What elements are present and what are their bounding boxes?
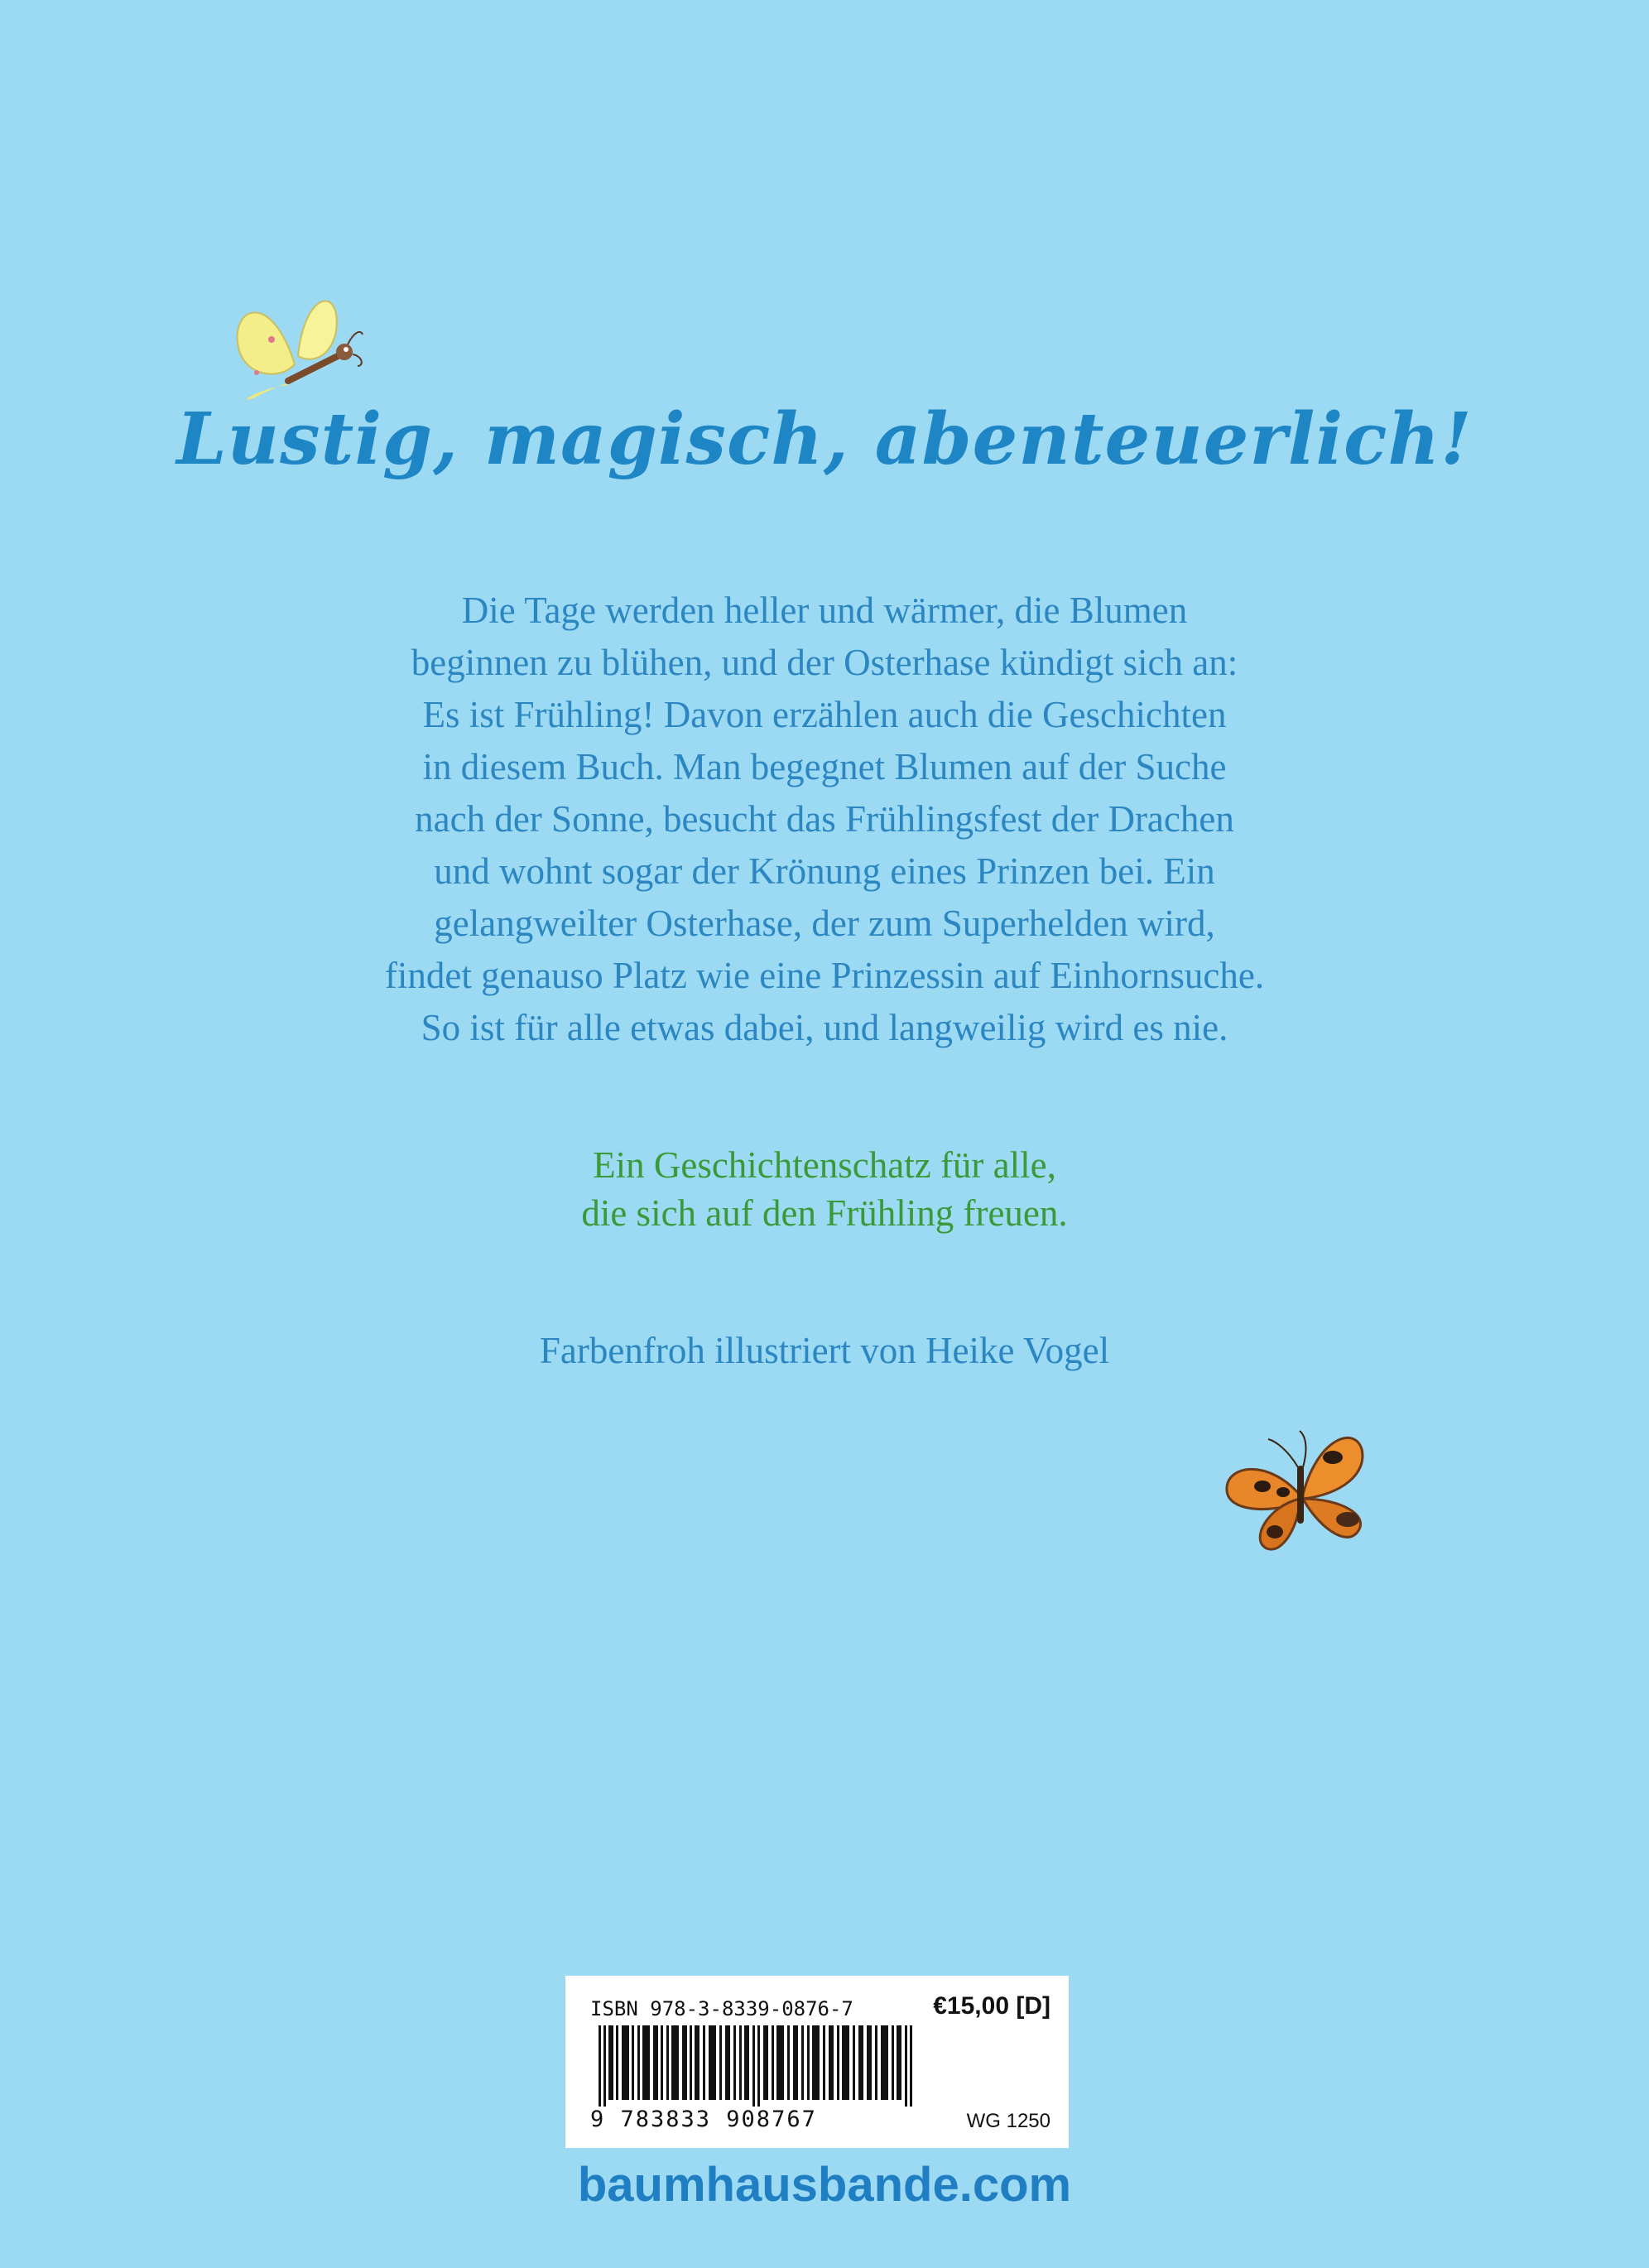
blurb-text <box>281 585 1368 1054</box>
blurb-line: in diesem Buch. Man begegnet Blumen auf der Suche <box>422 746 1227 787</box>
blurb-line: beginnen zu blühen, und der Osterhase kündigt sich an: <box>411 642 1238 683</box>
tagline <box>0 1141 1649 1237</box>
tagline-line: Ein Geschichtenschatz für alle, <box>593 1144 1056 1186</box>
blurb-line: findet genauso Platz wie eine Prinzessin auf Einhornsuche. <box>384 955 1265 996</box>
illustrator-credit: Farbenfroh illustriert von Heike Vogel <box>539 1330 1110 1371</box>
barcode-image <box>599 2025 921 2107</box>
barcode-box <box>565 1976 1069 2148</box>
website-link[interactable]: baumhausbande.com <box>577 2158 1072 2212</box>
blurb-line: So ist für alle etwas dabei, und langweilig wird es nie. <box>421 1007 1228 1048</box>
blurb-line: gelangweilter Osterhase, der zum Superhelden wird, <box>434 903 1215 944</box>
blurb-line: nach der Sonne, besucht das Frühlingsfest der Drachen <box>415 798 1234 840</box>
headline: Lustig, magisch, abenteuerlich! <box>176 397 1473 481</box>
tagline-line: die sich auf den Frühling freuen. <box>581 1192 1068 1234</box>
price-text: €15,00 [D] <box>933 1992 1050 2020</box>
wg-code: WG 1250 <box>966 2110 1050 2132</box>
isbn-text: ISBN 978-3-8339-0876-7 <box>590 1997 853 2020</box>
barcode-digits: 9 783833 908767 <box>590 2107 817 2132</box>
blurb-line: Die Tage werden heller und wärmer, die Blumen <box>461 590 1188 631</box>
orange-butterfly-icon <box>1217 1416 1382 1565</box>
blurb-line: und wohnt sogar der Krönung eines Prinzen bei. Ein <box>434 850 1215 892</box>
yellow-butterfly-icon <box>222 273 371 414</box>
blurb-line: Es ist Frühling! Davon erzählen auch die Geschichten <box>422 694 1227 735</box>
